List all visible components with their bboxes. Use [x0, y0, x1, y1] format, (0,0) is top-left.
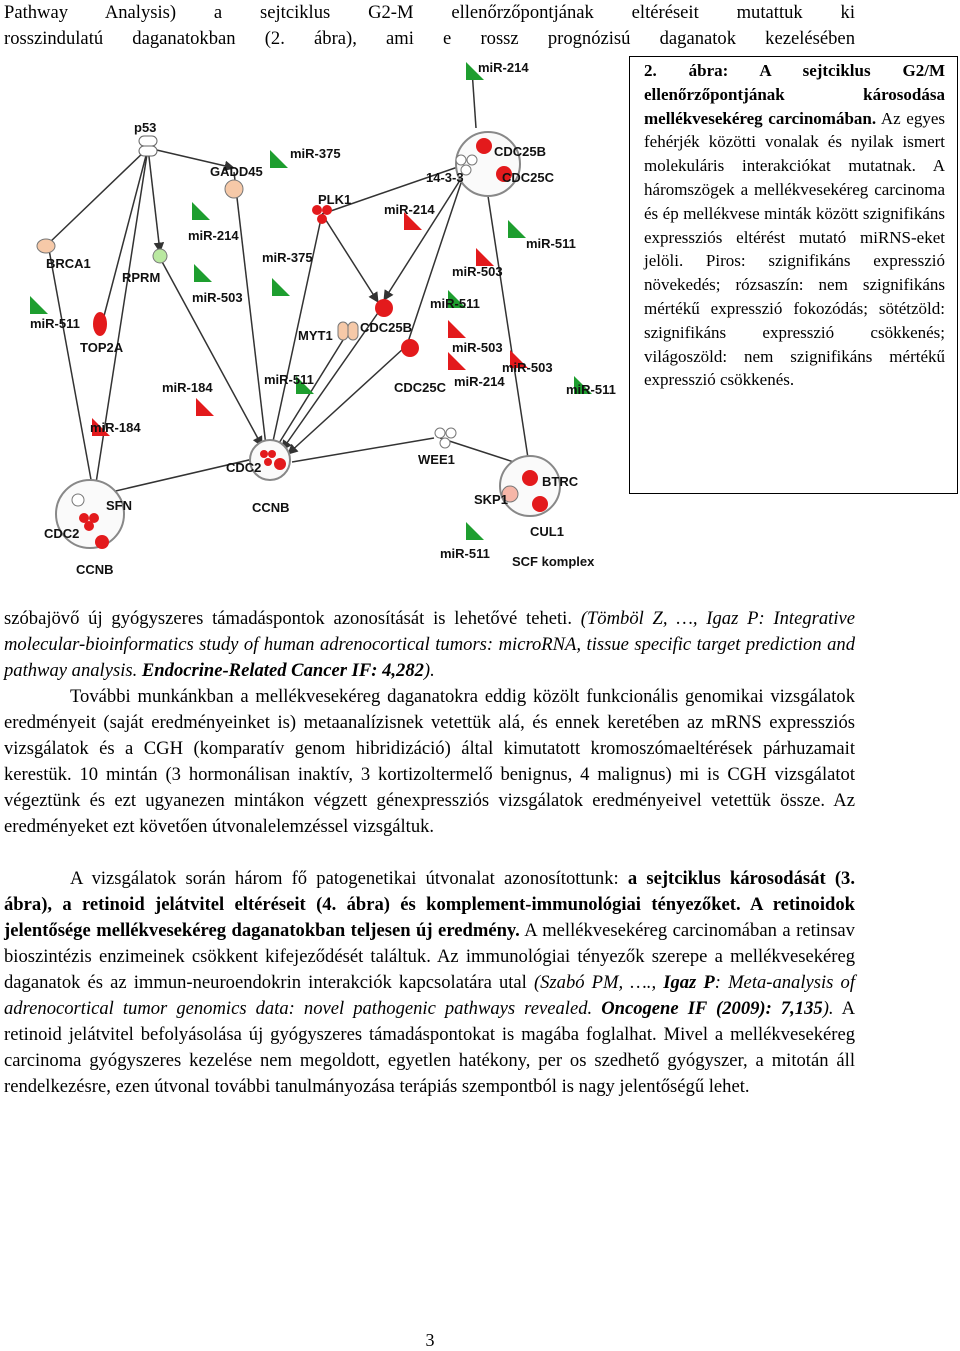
edge	[48, 244, 94, 496]
top2a-label: TOP2A	[80, 340, 124, 355]
sfn-label: SFN	[106, 498, 132, 513]
paragraph-1	[4, 606, 855, 684]
gadd45-label: GADD45	[210, 164, 263, 179]
mir503-a-label: miR-503	[192, 290, 243, 305]
p3-citation-end: ).	[822, 998, 834, 1019]
p53-node	[139, 136, 157, 156]
top2a-node	[93, 312, 107, 336]
wee1-node	[435, 428, 456, 448]
mir503-d-label: miR-503	[502, 360, 553, 375]
edge	[292, 438, 434, 462]
cdc25c-mid-node	[401, 339, 419, 357]
paragraph-2	[4, 684, 855, 840]
skp1-label: SKP1	[474, 492, 508, 507]
p1-text: szóbajövő új gyógyszeres támadáspontok azonosítását is lehetővé teheti.	[4, 608, 581, 629]
pathway-figure	[0, 56, 636, 580]
mir184-a-label: miR-184	[162, 380, 213, 395]
mir184-a-triangle	[196, 398, 214, 416]
edge	[322, 214, 378, 302]
rprm-node	[153, 249, 167, 263]
plk1-label: PLK1	[318, 192, 352, 207]
paragraph-3	[4, 866, 855, 1100]
mir503-c-label: miR-503	[452, 340, 503, 355]
mir511-r2-label: miR-511	[566, 382, 616, 397]
top-text	[4, 0, 855, 52]
ccnb-bl-node	[95, 535, 109, 549]
cul1-label: CUL1	[530, 524, 564, 539]
mir214-c-label: miR-214	[454, 374, 505, 389]
figure-caption-body: Az egyes fehérjék közötti vonalak és nyilak ismert molekuláris interakciókat mutatnak. A háromszögek a mellékvesekéreg carcinoma és ép mellékvese minták között szignifikáns expressziós eltérést mutató miRNS-eket jelöli. Piros: szignifikáns expresszió növekedés; rózsaszín: nem szignifikáns mértékű expresszió fokozódás; sötétzöld: szignifikáns expresszió csökkenés; világoszöld: nem szignifikáns mértékű expresszió csökkenés.	[644, 108, 945, 390]
p53-label: p53	[134, 120, 157, 135]
mir184-b-label: miR-184	[90, 420, 141, 435]
figure-caption	[644, 59, 945, 392]
cdc25c-top-label: CDC25C	[502, 170, 555, 185]
sfn-node	[72, 494, 84, 506]
cdc25b-mid-node	[375, 299, 393, 317]
mir214-b-label: miR-214	[384, 202, 435, 217]
mir375-a-triangle	[270, 150, 288, 168]
mir511-left-label: miR-511	[30, 316, 80, 331]
plk1-node	[312, 205, 332, 224]
p3-bold: a sejtciklus károsodását (3. ábra), a retinoid jelátvitel eltéréseit (4. ábra) és komplement-immunológiai tényezőket. A retinoidok jelentősége mellékvesekéreg daganatokban teljesen új eredmény.	[4, 868, 855, 941]
cdc2-bl-label: CDC2	[44, 526, 80, 541]
edge	[276, 332, 348, 448]
mir511-r1-label: miR-511	[526, 236, 576, 251]
gadd45-node	[225, 180, 243, 198]
p3-citation: (Szabó PM, ….,	[533, 972, 664, 993]
cdc25b-top-label: CDC25B	[494, 144, 547, 159]
cul1-node	[532, 496, 548, 512]
brca1-node	[37, 239, 55, 253]
skp1-node	[522, 470, 538, 486]
cdc2-mid-label: CDC2	[226, 460, 262, 475]
p1-citation: (Tömböl Z, …, Igaz P: Integrative molecular-bioinformatics study of human adrenocortical tumors: microRNA, tissue specific target prediction and pathway analysis.	[4, 608, 855, 681]
figure-caption-title: 2. ábra: A sejtciklus G2/M ellenőrzőpontjának károsodása mellékvesekéreg carcinomában.	[644, 61, 945, 128]
p3-citation-title: : Meta-analysis of adrenocortical tumor genomics data: novel pathogenic pathways revealed.	[4, 972, 855, 1019]
cdc25c-mid-label: CDC25C	[394, 380, 447, 395]
brca1-label: BRCA1	[46, 256, 91, 271]
rprm-label: RPRM	[122, 270, 161, 285]
mir511-bottom-triangle	[466, 522, 484, 540]
btrc-label: BTRC	[542, 474, 579, 489]
edge	[148, 148, 160, 252]
p1-journal: Endocrine-Related Cancer IF: 4,282	[141, 660, 424, 681]
mir503-b-label: miR-503	[452, 264, 503, 279]
mir375-b-triangle	[272, 278, 290, 296]
mir511-c-label: miR-511	[430, 296, 480, 311]
1433-label: 14-3-3	[426, 170, 464, 185]
mir511-left-triangle	[30, 296, 48, 314]
top-line-1: Pathway Analysis) a sejtciklus G2-M ellenőrzőpontjának eltéréseit mutattuk ki	[4, 2, 855, 23]
mir214-a-triangle	[192, 202, 210, 220]
mir511-r1-triangle	[508, 220, 526, 238]
mir503-a-triangle	[194, 264, 212, 282]
mir503-c-triangle	[448, 320, 466, 338]
ccnb-bl-label: CCNB	[76, 562, 114, 577]
p3-text-a: A vizsgálatok során három fő patogenetikai útvonalat azonosítottunk:	[70, 868, 628, 889]
p3-journal: Oncogene IF (2009): 7,135	[601, 998, 823, 1019]
p2-text: További munkánkban a mellékvesekéreg daganatokra eddig közölt funkcionális genomikai vizsgálatok eredményeit (saját eredményeinket is) metaanalízisnek vetettük alá, és ennek keretében az mRNS expressziós vizsgálatok és a CGH (komparatív genom hibridizáció) által kimutatott kromoszómaeltérések párhuzamait kerestük. 10 mintán (3 hormonálisan inaktív, 3 kortizoltermelő benignus, 4 malignus) mi is CGH vizsgálatot végeztünk és ezt ugyanezen mintákon végzett génexpressziós vizsgálatok eredményeivel vetettük össze. Az eredményeket ezt követően útvonalelemzéssel vizsgáltuk.	[4, 686, 855, 837]
mir214-top-label: miR-214	[478, 60, 529, 75]
pathway-network	[0, 56, 636, 580]
mir375-b-label: miR-375	[262, 250, 313, 265]
top-line-2: rosszindulatú daganatokban (2. ábra), ami e rossz prognózisú daganatok kezelésében	[4, 28, 855, 49]
ccnb-mid-label: CCNB	[252, 500, 290, 515]
figure-caption-box	[629, 56, 958, 494]
page-number: 3	[425, 1330, 435, 1350]
scf-complex-label: SCF komplex	[512, 554, 595, 569]
mir375-a-label: miR-375	[290, 146, 341, 161]
p3-citation-author: Igaz P	[663, 972, 715, 993]
wee1-label: WEE1	[418, 452, 455, 467]
mir511-bottom-label: miR-511	[440, 546, 490, 561]
myt1-node	[338, 322, 358, 340]
edge	[384, 174, 464, 300]
mir214-a-label: miR-214	[188, 228, 239, 243]
cdc25b-mid-label: CDC25B	[360, 320, 413, 335]
edge	[48, 148, 148, 244]
p3-text-c: A mellékvesekéreg carcinomában a retinsav bioszintézis enzimeinek csökkent kifejeződését találtuk. Az immunológiai tényezők szerepe a mellékvesekéreg daganatok és az immun-neuroendokrin interakciók kapcsolatára utal	[4, 920, 855, 993]
p3-text-d: A retinoid jelátvitel befolyásolása új gyógyszeres támadáspontokat is magába foglalhat. Mivel a mellékvesekéreg carcinoma gyógyszeres kezelése nem megoldott, egyetlen hatékony, per os szedhető gyógyszer, a mitotán áll rendelkezésre, ezen útvonal további tanulmányozása terápiás szempontból is nagy jelentőségű lehet.	[4, 998, 855, 1097]
cdc25b-top-node	[476, 138, 492, 154]
edge	[408, 174, 464, 342]
ccnb-mid-node	[274, 458, 286, 470]
mir511-mid-label: miR-511	[264, 372, 314, 387]
myt1-label: MYT1	[298, 328, 333, 343]
p1-citation-end: ).	[423, 660, 435, 681]
edge	[234, 172, 266, 446]
